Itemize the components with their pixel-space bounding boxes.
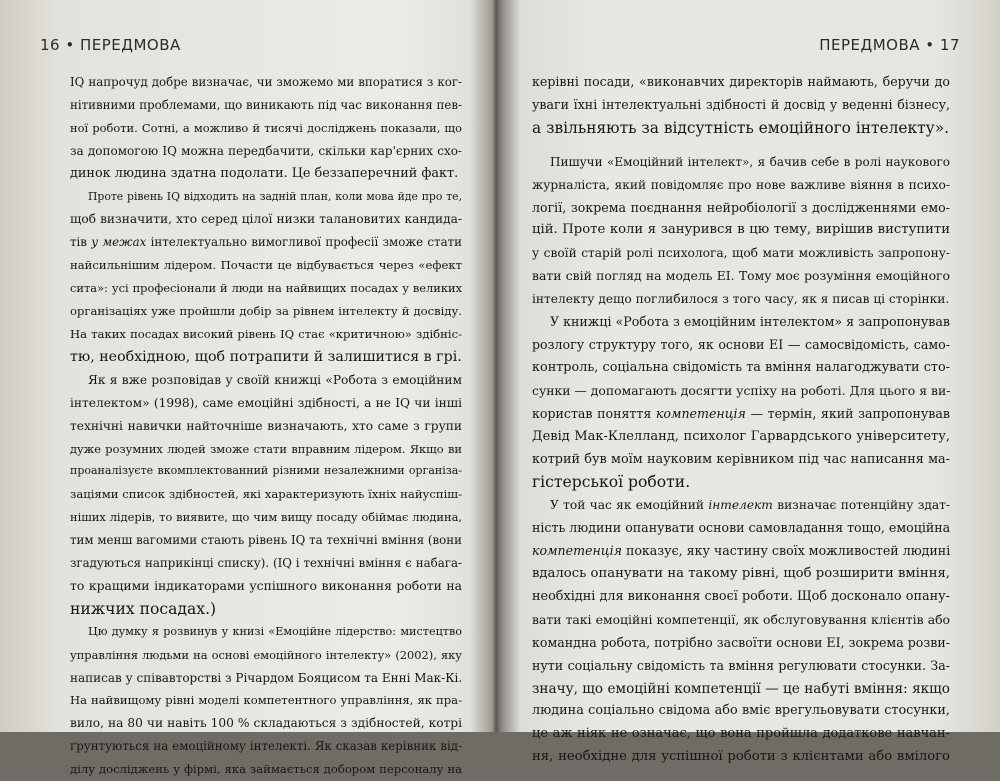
text-line: сунки — допомагають досягти успіху на роботі. Для цього я ви- xyxy=(532,382,951,398)
text-line: заціями список здібностей, які характеризують їхніх найуспіш- xyxy=(70,487,462,502)
text-line: командна робота, потрібно засвоїти основи ЕІ, зокрема розви- xyxy=(532,634,950,650)
text-line: ня, необхідне для успішної роботи з клієнтами або вмілого xyxy=(532,749,950,765)
text-line: Девід Мак-Клелланд, психолог Гарвардського університету, xyxy=(532,428,950,444)
text-line: у своїй старій ролі психолога, щоб мати можливість запропону- xyxy=(532,246,950,261)
text-line: проаналізуєте вкомплектованний різними незалежними організа- xyxy=(70,464,462,478)
text-line: щоб визначити, хто серед цілої низки талановитих кандида- xyxy=(70,212,462,227)
text-line: ної роботи. Сотні, а можливо й тисячі досліджень показали, що xyxy=(70,120,462,135)
text-line: вдалось опанувати на такому рівні, щоб розширити вміння, xyxy=(532,566,950,582)
text-line: уваги їхні інтелектуальні здібності й досвід у веденні бізнесу, xyxy=(532,96,950,112)
text-line: згадуються наприкінці списку). (IQ і технічні вміння є набага- xyxy=(70,556,462,571)
right-page-body xyxy=(532,71,950,769)
text-line: користав поняття компетенція — термін, який запропонував xyxy=(532,405,950,421)
text-line: На найвищому рівні моделі компетентного управління, як пра- xyxy=(70,693,462,708)
text-line: організаціях уже пройшли добір за рівнем інтелекту й досвіду. xyxy=(70,304,462,319)
text-line: динок людина здатна подолати. Це беззаперечний факт. xyxy=(70,165,459,181)
text-line: журналіста, який повідомляє про нове важливе віяння в психо- xyxy=(532,177,950,192)
text-line: Цю думку я розвинув у книзі «Емоційне лідерство: мистецтво xyxy=(88,624,462,638)
text-line: IQ напрочуд добре визначає, чи зможемо ми впоратися з ког- xyxy=(70,75,462,89)
text-line: вати такі емоційні компетенції, як обслуговування клієнтів або xyxy=(532,611,950,627)
text-line: дуже розумних людей зможе стати вправним лідером. Якщо ви xyxy=(70,441,462,456)
text-line: котрий був моїм науковим керівником під час написання ма- xyxy=(532,451,950,467)
text-line: На таких посадах високий рівень IQ стає «критичною» здібніс- xyxy=(70,326,462,341)
left-page xyxy=(0,0,490,777)
text-line: ділу досліджень у фірмі, яка займається добором персоналу на xyxy=(70,762,462,777)
text-line: необхідні для виконання своєї роботи. Щоб досконало опану- xyxy=(532,588,950,604)
text-line: тю, необхідною, щоб потрапити й залишитися в грі. xyxy=(70,348,462,365)
text-line: компетенція показує, яку частину своїх можливостей людині xyxy=(532,543,951,559)
text-line: тим менш вагомими стають рівень IQ та технічні вміння (вони xyxy=(70,533,462,548)
text-line: інтелектом» (1998), саме емоційні здібності, а не IQ чи інші xyxy=(70,395,462,410)
text-line: нути соціальну свідомість та вміння регулювати стосунки. За- xyxy=(532,657,950,673)
text-line: ґрунтуються на емоційному інтелекті. Як сказав керівник від- xyxy=(70,739,462,754)
text-line: цій. Проте коли я занурився в цю тему, вирішив виступити xyxy=(532,222,950,238)
text-line: Як я вже розповідав у своїй книжці «Робота з емоційним xyxy=(88,372,462,387)
text-line: людина соціально свідома або вміє врегульовувати стосунки, xyxy=(532,703,950,719)
text-line: за допомогою IQ можна передбачити, скільки кар'єрних схо- xyxy=(70,143,462,158)
right-page xyxy=(508,0,1000,765)
text-line: найсильнішим лідером. Почасти це відбувається через «ефект xyxy=(70,258,462,273)
text-line: значу, що емоційні компетенції — це набуті вміння: якщо xyxy=(532,680,950,697)
text-line: У книжці «Робота з емоційним інтелектом» я запропонував xyxy=(550,314,950,330)
text-line: керівні посади, «виконавчих директорів наймають, беручи до xyxy=(532,74,950,89)
text-line: то кращими індикаторами успішного виконання роботи на xyxy=(70,577,462,593)
text-line: логії, зокрема поєднання нейробіології з дослідженнями емо- xyxy=(532,199,950,215)
left-page-body xyxy=(70,71,462,781)
text-line: нижчих посадах.) xyxy=(70,599,217,618)
text-line: вило, на 80 чи навіть 100 % складаються з здібностей, котрі xyxy=(70,716,462,731)
running-header-left: 16 • ПЕРЕДМОВА xyxy=(40,36,181,54)
text-line: вати свій погляд на модель ЕІ. Тому моє розуміння емоційного xyxy=(532,268,950,284)
text-line: контроль, соціальна свідомість та вміння налагоджувати сто- xyxy=(532,359,950,375)
text-line: гістерської роботи. xyxy=(532,473,691,492)
text-line: інтелекту дещо поглибилося з того часу, як я писав ці сторінки. xyxy=(532,292,950,307)
text-line: сита»: усі професіонали й люди на найвищих посадах у великих xyxy=(70,281,462,296)
text-line: Пишучи «Емоційний інтелект», я бачив себе в ролі наукового xyxy=(550,154,950,169)
text-line: розлогу структуру того, як основи ЕІ — самосвідомість, само- xyxy=(532,336,950,352)
text-line: нітивними проблемами, що виникають під час виконання пев- xyxy=(70,97,462,112)
text-line: ність людини опанувати основи самовладання тощо, емоційна xyxy=(532,520,951,536)
text-line: ніших лідерів, то виявите, що чим вищу посаду обіймає людина, xyxy=(70,510,462,525)
text-line: управління людьми на основі емоційного інтелекту» (2002), яку xyxy=(70,647,462,662)
running-header-right: ПЕРЕДМОВА • 17 xyxy=(819,36,960,54)
text-line: У той час як емоційний інтелект визначає потенційну здат- xyxy=(550,498,950,513)
text-line: тів у межах інтелектуально вимогливої професії зможе стати xyxy=(70,235,462,250)
text-line: а звільняють за відсутність емоційного інтелекту». xyxy=(532,118,950,137)
text-line: технічні навички найточніше визначають, хто саме з групи xyxy=(70,418,462,433)
text-line: Проте рівень IQ відходить на задній план, коли мова йде про те, xyxy=(88,189,462,203)
text-line: написав у співавторстві з Річардом Бояцисом та Енні Мак-Кі. xyxy=(70,670,463,685)
text-line: це аж ніяк не означає, що вона пройшла додаткове навчан- xyxy=(532,726,950,742)
